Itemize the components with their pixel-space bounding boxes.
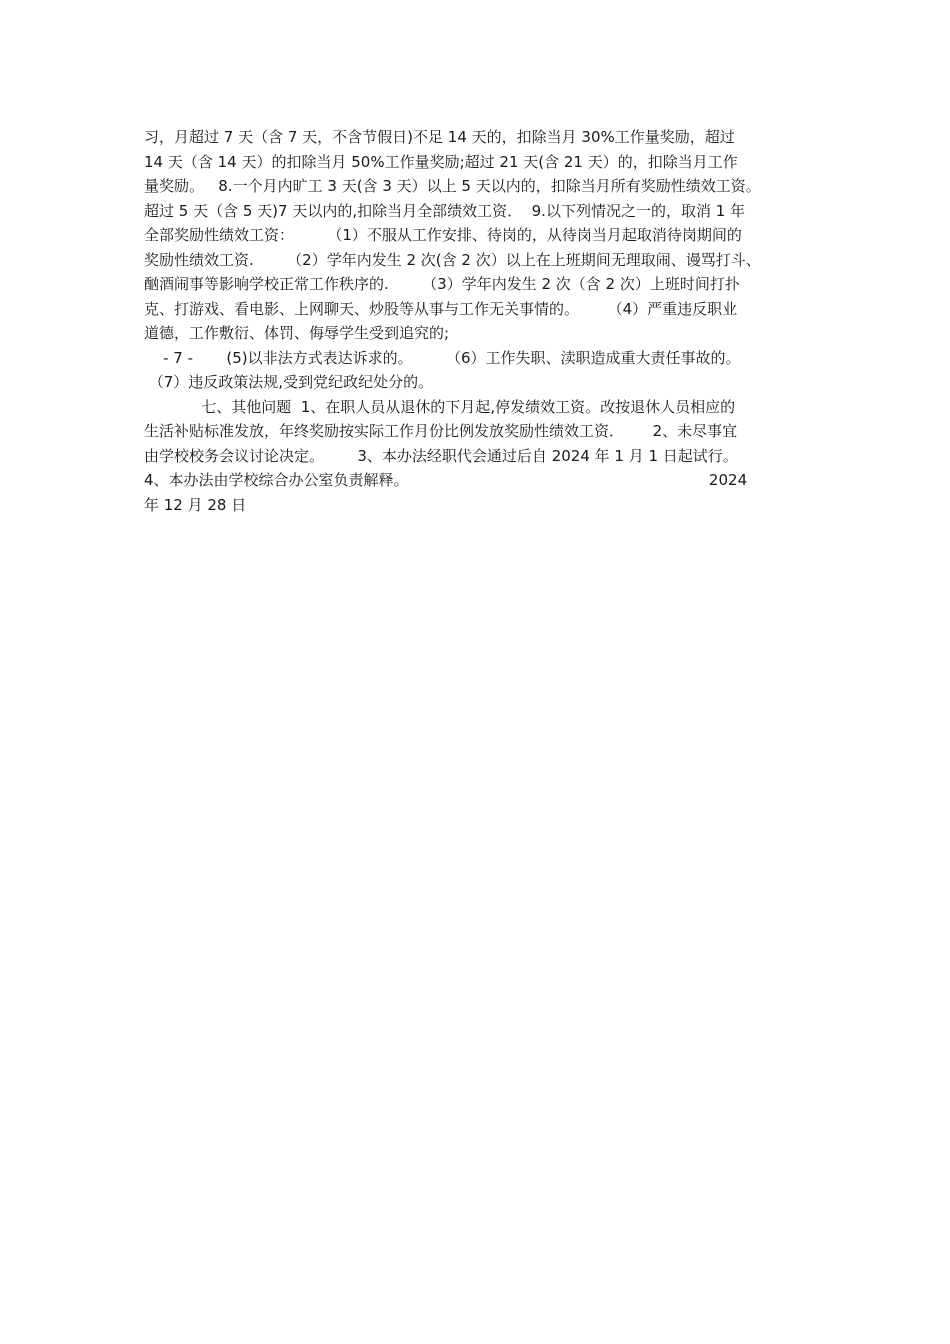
text-line: 由学校校务会议讨论决定。 3、本办法经职代会通过后自 2024 年 1 月 1 日起试行。 bbox=[144, 446, 738, 465]
document-body bbox=[144, 125, 814, 517]
text-line: 量奖励。 8.一个月内旷工 3 天(含 3 天）以上 5 天以内的，扣除当月所有奖励性绩效工资。 bbox=[144, 177, 761, 195]
text-line: 全部奖励性绩效工资： （1）不服从工作安排、待岗的，从待岗当月起取消待岗期间的 bbox=[144, 226, 742, 244]
text-line: 习，月超过 7 天（含 7 天，不含节假日)不足 14 天的，扣除当月 30%工作量奖励，超过 bbox=[144, 128, 735, 146]
text-line: 道德，工作敷衍、体罚、侮辱学生受到追究的; bbox=[144, 324, 450, 342]
text-line: 克、打游戏、看电影、上网聊天、炒股等从事与工作无关事情的。 （4）严重违反职业 bbox=[144, 299, 738, 318]
text-line: （7）违反政策法规,受到党纪政纪处分的。 bbox=[144, 373, 434, 391]
date-line: 年 12 月 28 日 bbox=[144, 495, 247, 514]
page-number-line: - 7 - (5)以非法方式表达诉求的。 （6）工作失职、渎职造成重大责任事故的。 bbox=[144, 348, 741, 367]
section-heading-line: 七、其他问题 1、在职人员从退休的下月起,停发绩效工资。改按退休人员相应的 bbox=[144, 397, 736, 416]
text-line: 14 天（含 14 天）的扣除当月 50%工作量奖励;超过 21 天(含 21 天）的，扣除当月工作 bbox=[144, 152, 738, 171]
text-line: 酗酒闹事等影响学校正常工作秩序的. （3）学年内发生 2 次（含 2 次）上班时间打扑 bbox=[144, 275, 740, 293]
text-line: 生活补贴标准发放，年终奖励按实际工作月份比例发放奖励性绩效工资． 2、未尽事宜 bbox=[144, 422, 738, 440]
text-line: 奖励性绩效工资. （2）学年内发生 2 次(含 2 次）以上在上班期间无理取闹、谩骂打斗、 bbox=[144, 250, 761, 269]
text-line: 超过 5 天（含 5 天)7 天以内的,扣除当月全部绩效工资． 9.以下列情况之一的，取消 1 年 bbox=[144, 201, 746, 220]
text-line: 4、本办法由学校综合办公室负责解释。 2024 bbox=[144, 471, 748, 489]
